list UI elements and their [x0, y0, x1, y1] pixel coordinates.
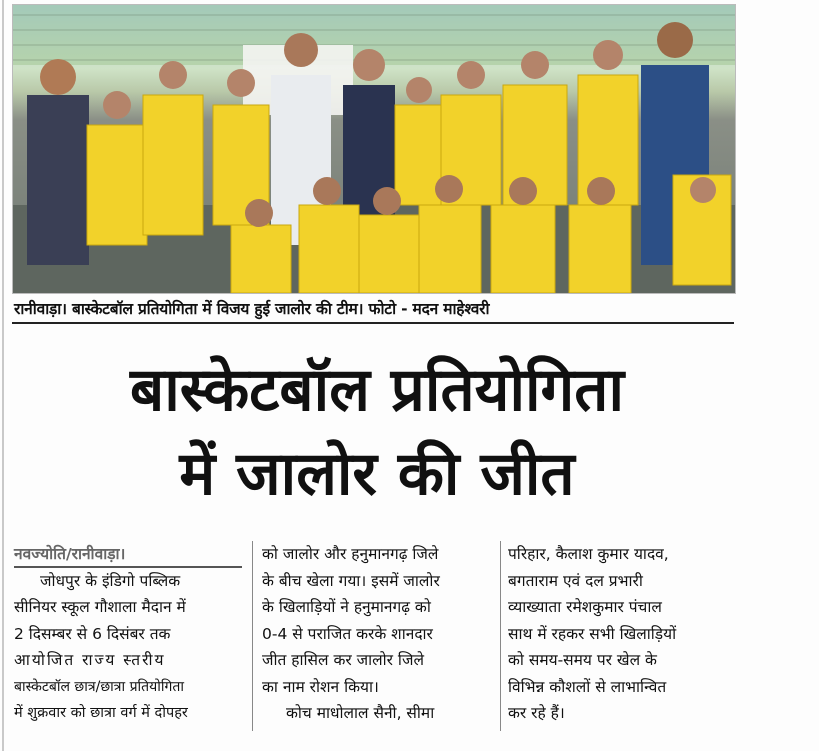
byline-underline — [14, 566, 242, 568]
article-line: 0-4 से पराजित करके शानदार — [262, 624, 433, 643]
article-line: को जालोर और हनुमानगढ़ जिले — [262, 545, 439, 563]
article-line: विभिन्न कौशलों से लाभान्वित — [508, 677, 667, 696]
photo-caption: रानीवाड़ा। बास्केटबॉल प्रतियोगिता में विजय हुई जालोर की टीम। फोटो - मदन माहेश्वरी — [14, 300, 490, 318]
article-line: परिहार, कैलाश कुमार यादव, — [508, 545, 669, 563]
article-line: 2 दिसम्बर से 6 दिसंबर तक — [14, 624, 171, 643]
page-edge-rule — [2, 0, 4, 751]
article-line: साथ में रहकर सभी खिलाड़ियों — [508, 624, 677, 643]
article-line: व्याख्याता रमेशकुमार पंचाल — [508, 598, 662, 616]
article-line: जीत हासिल कर जालोर जिले — [262, 651, 424, 669]
article-line: जोधपुर के इंडिगो पब्लिक — [40, 571, 181, 590]
headline-line-2: में जालोर की जीत — [179, 439, 575, 509]
article-line: बगताराम एवं दल प्रभारी — [508, 571, 643, 590]
article-column-1 — [14, 541, 244, 727]
article-line: में शुक्रवार को छात्रा वर्ग में दोपहर — [14, 705, 188, 721]
caption-divider — [12, 322, 734, 324]
article-line: सीनियर स्कूल गौशाला मैदान में — [14, 598, 186, 616]
column-divider — [500, 541, 501, 731]
column-divider — [252, 541, 253, 731]
article-line: कोच माधोलाल सैनी, सीमा — [286, 704, 435, 722]
article-line: का नाम रोशन किया। — [262, 677, 379, 696]
article-line: कर रहे हैं। — [508, 704, 565, 722]
team-photo — [12, 4, 736, 294]
article-column-2 — [262, 541, 494, 727]
headline-line-1: बास्केटबॉल प्रतियोगिता — [129, 355, 625, 425]
article-line: को समय-समय पर खेल के — [508, 651, 657, 669]
article-line: के बीच खेला गया। इसमें जालोर — [262, 571, 440, 590]
article-byline: नवज्योति/रानीवाड़ा। — [14, 545, 126, 563]
article-line: के खिलाड़ियों ने हनुमानगढ़ को — [262, 598, 431, 616]
article-line: बास्केटबॉल छात्र/छात्रा प्रतियोगिता — [14, 678, 184, 695]
article-line: आयोजित राज्य स्तरीय — [14, 651, 166, 669]
article-column-3 — [508, 541, 740, 727]
team-photo-illustration — [13, 5, 735, 293]
